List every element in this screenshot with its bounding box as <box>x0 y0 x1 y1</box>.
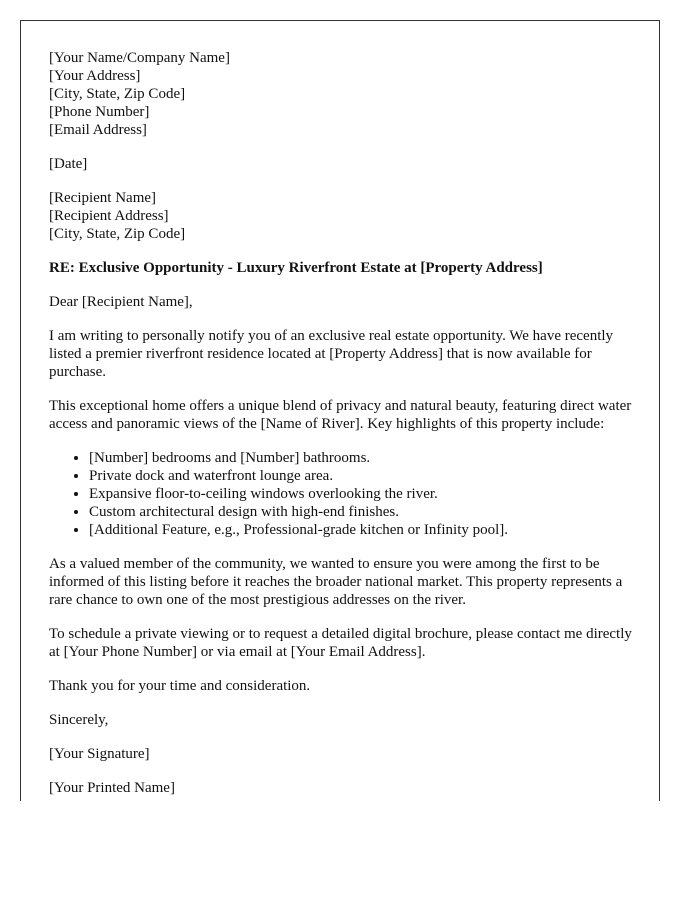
sender-name: [Your Name/Company Name] <box>49 50 230 66</box>
body-paragraph-intro: I am writing to personally notify you of an exclusive real estate opportunity. We have recently listed a premier riverfront residence located at [Property Address] that is now available for purchase. <box>49 328 614 380</box>
letter-page <box>20 20 660 801</box>
recipient-address: [Recipient Address] <box>49 208 169 224</box>
letter-date: [Date] <box>49 156 88 172</box>
highlight-item: • Private dock and waterfront lounge area. <box>89 467 639 485</box>
body-paragraph-community: As a valued member of the community, we wanted to ensure you were among the first to be informed of this listing before it reaches the broader national market. This property represents a rare chance to own one of the most prestigious addresses on the river. <box>49 556 623 608</box>
highlight-item: • Expansive floor-to-ceiling windows overlooking the river. <box>89 485 639 503</box>
sender-phone: [Phone Number] <box>49 104 150 120</box>
sender-block <box>49 49 639 139</box>
closing-sincerely: Sincerely, <box>49 712 109 728</box>
sender-city-state-zip: [City, State, Zip Code] <box>49 86 186 102</box>
body-paragraph-description: This exceptional home offers a unique blend of privacy and natural beauty, featuring direct water access and panoramic views of the [Name of River]. Key highlights of this property include: <box>49 398 632 432</box>
salutation: Dear [Recipient Name], <box>49 294 193 310</box>
recipient-name: [Recipient Name] <box>49 190 157 206</box>
body-paragraph-thanks: Thank you for your time and consideration. <box>49 678 311 694</box>
printed-name: [Your Printed Name] <box>49 780 175 796</box>
letter-content <box>49 49 639 801</box>
recipient-city-state-zip: [City, State, Zip Code] <box>49 226 186 242</box>
subject-line: RE: Exclusive Opportunity - Luxury Riverfront Estate at [Property Address] <box>49 260 543 276</box>
highlights-list <box>49 449 639 539</box>
sender-address: [Your Address] <box>49 68 141 84</box>
date-block <box>49 155 639 173</box>
signature-placeholder: [Your Signature] <box>49 746 150 762</box>
body-paragraph-contact: To schedule a private viewing or to request a detailed digital brochure, please contact me directly at [Your Phone Number] or via email at [Your Email Address]. <box>49 626 632 660</box>
highlight-item: • Custom architectural design with high-end finishes. <box>89 503 639 521</box>
highlight-item: • [Number] bedrooms and [Number] bathrooms. <box>89 449 639 467</box>
sender-email: [Email Address] <box>49 122 147 138</box>
highlight-item: • [Additional Feature, e.g., Professional-grade kitchen or Infinity pool]. <box>89 521 639 539</box>
recipient-block <box>49 189 639 243</box>
